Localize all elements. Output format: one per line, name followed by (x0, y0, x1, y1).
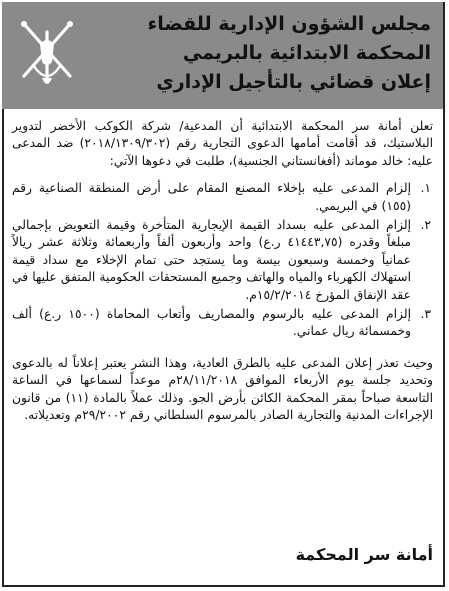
closing-paragraph: وحيث تعذر إعلان المدعى عليه بالطرق العادية، وهذا النشر يعتبر إعلاناً له بالدعوى وتحديد جلسة يوم الأربعاء الموافق ٢٨/١١/٢٠١٨م موعداً لسماعها في الساعة التاسعة صباحاً بمقر المحكمة الكائن بأرض الجو. وذلك عملاً بالمادة (١١) من قانون الإجراءات المدنية والتجارية الصادر بالمرسوم السلطاني رقم ٢٩/٢٠٠٢م وتعديلاته. (12, 355, 433, 423)
claim-item (12, 180, 431, 215)
claim-text: إلزام المدعى عليه بسداد القيمة الإيجارية المتأخرة وقيمة التعويض بإجمالي مبلغاً وقدره (٤١٤٤٣,٧٥ ر.ع) واحد وأربعون ألفاً وأربعمائة وثلاثة عشر ريالاً عمانياً وخمسة وسبعون بيسة وما يستجد حتى تمام الإخلاء مع سداد قيمة استهلاك الكهرباء والمياه والهاتف وجميع المستحقات الحكومية المتفق عليها في عقد الإنفاق المؤرخ ١٥/٢/٢٠١٤م. (12, 218, 411, 302)
notice-header (2, 2, 443, 109)
claim-number: ١. (420, 181, 431, 196)
claim-item (12, 217, 431, 304)
court-title: المحكمة الابتدائية بالبريمي (182, 42, 431, 64)
council-title: مجلس الشؤون الإدارية للقضاء (147, 13, 431, 35)
header-titles (81, 10, 431, 97)
oman-national-emblem-icon (16, 16, 78, 94)
claim-text: إلزام المدعى عليه بالرسوم والمصاريف وأتعاب المحاماة (١٥٠٠ ر.ع) ألف وخمسمائة ريال عماني. (12, 307, 411, 339)
claim-number: ٢. (420, 218, 431, 233)
notice-type-title: إعلان قضائي بالتأجيل الإداري (156, 71, 431, 93)
claim-item (12, 306, 431, 341)
signature: أمانة سر المحكمة (295, 545, 433, 564)
claims-list (12, 180, 433, 341)
intro-paragraph: تعلن أمانة سر المحكمة الابتدائية أن المدعية/ شركة الكوكب الأخضر لتدوير البلاستيك، قد أقامت أمامها الدعوى التجارية رقم (٢٠١٨/١٣٠٩/٣٠٢) ضد المدعى عليه: خالد موماند (أفغانستاني الجنسية)، طلبت في دعوها الآتي: (12, 119, 434, 168)
claim-text: إلزام المدعى عليه بإخلاء المصنع المقام على أرض المنطقة الصناعية رقم (١٥٥) في البريمي. (12, 181, 411, 213)
claim-number: ٣. (420, 307, 431, 322)
notice-body (12, 118, 433, 437)
